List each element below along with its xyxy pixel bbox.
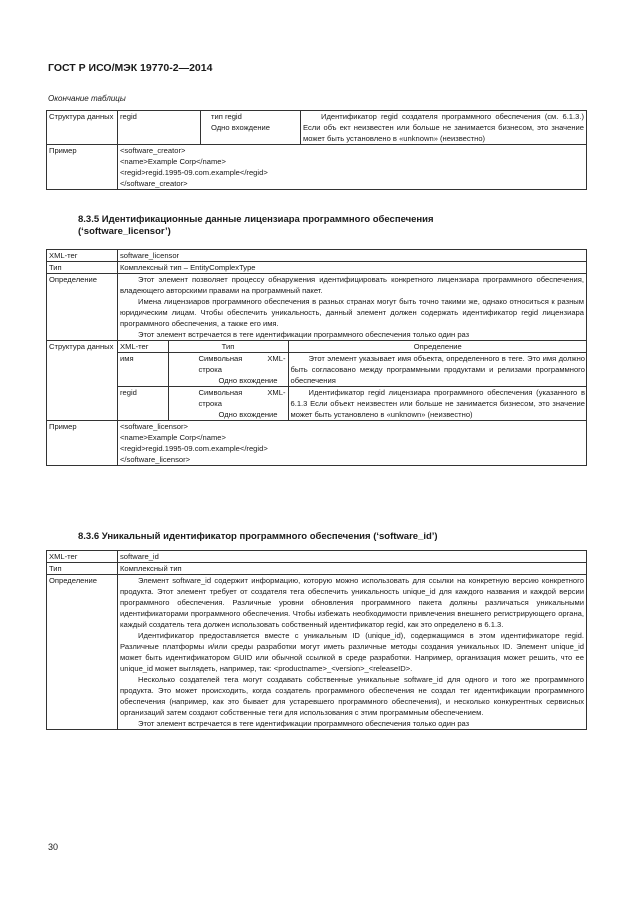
section-title-8-3-5 (78, 214, 434, 238)
row-label: Пример (47, 421, 118, 466)
definition-paragraph: Этот элемент встречается в теге идентификации программного обеспечения только один раз (138, 719, 470, 728)
example-cell (118, 421, 587, 466)
type-cell (168, 387, 288, 421)
definition-cell (118, 274, 587, 341)
definition-paragraph: Идентификатор предоставляется вместе с уникальным ID (unique_id), содержащимся в этом идентификаторе regid. Различные платформы и/или среды разработки могут иметь различные методы создания уникальных ID. Элемент unique_id может быть идентификатором GUID или обычной ссылкой в среде разработки. Например, организация может решить, что ее unique_id может выглядеть, например, так: <productname>_<version>_<releaseID>. (120, 631, 584, 673)
example-cell (118, 145, 587, 190)
table-continuation-caption: Окончание таблицы (48, 94, 126, 103)
definition-paragraph: Этот элемент позволяет процессу обнаружения идентифицировать конкретного лицензиара программного обеспечения, владеющего авторскими правами на программный пакет. (120, 275, 584, 295)
definition-cell: Идентификатор regid создателя программного обеспечения (см. 6.1.3.) Если объ ект неизвестен или больше не занимается бизнесом, это значение может быть установлено в «unknown» (неизвестно) (301, 111, 587, 145)
subtable-header: Определение (288, 341, 587, 353)
definition-paragraph: Имена лицензиаров программного обеспечения в разных странах могут быть точно такими же, однако относиться к разным юридическим лицам. Чтобы обеспечить уникальность, данный элемент должен содержать идентификатор regid лицензиара программного обеспечения, а также его имя. (120, 297, 584, 328)
code-line: <software_licensor> (120, 422, 188, 431)
table-row (47, 551, 587, 563)
section-title-line: 8.3.5 Идентификационные данные лицензиара программного обеспечения (78, 214, 434, 225)
table-row (47, 563, 587, 575)
subtable-header: Тип (168, 341, 288, 353)
occurrence-line: Одно вхождение (218, 376, 278, 385)
section-title-8-3-6: 8.3.6 Уникальный идентификатор программного обеспечения (‘software_id’) (78, 531, 438, 542)
row-label: Структура данных (47, 111, 118, 145)
subtable-header-row (118, 341, 587, 353)
definition-cell (118, 575, 587, 730)
row-label: Тип (47, 262, 118, 274)
table-row (47, 111, 587, 145)
table-row (47, 145, 587, 190)
table-row (47, 250, 587, 262)
xml-tag-cell: имя (118, 353, 168, 387)
type-value: Комплексный тип – EntityComplexType (118, 262, 587, 274)
xml-tag-cell: regid (118, 387, 168, 421)
occurrence-line: Одно вхождение (211, 123, 270, 132)
row-label: Пример (47, 145, 118, 190)
data-structure-cell (118, 341, 587, 421)
type-value: Комплексный тип (118, 563, 587, 575)
occurrence-line: Одно вхождение (218, 410, 278, 419)
table-row (118, 387, 587, 421)
xml-tag-value: software_id (118, 551, 587, 563)
code-line: <regid>regid.1995-09.com.example</regid> (120, 444, 268, 453)
table-row (47, 421, 587, 466)
row-label: Тип (47, 563, 118, 575)
table-row (47, 262, 587, 274)
definition-cell: Идентификатор regid лицензиара программного обеспечения (указанного в 6.1.3 Если объект неизвестен или больше не занимается бизнесом, это значение может быть установлено в «unknown» (неизвестно) (288, 387, 587, 421)
type-line: тип regid (211, 112, 242, 121)
subtable-header: XML-тег (120, 342, 149, 351)
row-label: Структура данных (47, 341, 118, 421)
code-line: </software_licensor> (120, 455, 191, 464)
page-number: 30 (48, 842, 59, 852)
row-label: XML-тег (47, 250, 118, 262)
table-software-creator-end (46, 110, 587, 190)
xml-tag-cell: regid (118, 111, 201, 145)
code-line: <software_creator> (120, 146, 186, 155)
definition-cell: Этот элемент указывает имя объекта, определенного в теге. Это имя должно быть согласовано между программными продуктами и релизами программного обеспечения (288, 353, 587, 387)
type-line: Символьная XML-строка (198, 354, 286, 374)
xml-tag-value: software_licensor (118, 250, 587, 262)
row-label: XML-тег (47, 551, 118, 563)
type-line: Символьная XML-строка (198, 388, 286, 408)
code-line: <name>Example Corp</name> (120, 433, 226, 442)
row-label: Определение (47, 575, 118, 730)
code-line: <name>Example Corp</name> (120, 157, 226, 166)
table-row (47, 274, 587, 341)
table-software-id (46, 550, 587, 730)
type-cell (201, 111, 301, 145)
definition-paragraph: Несколько создателей тега могут создавать собственные уникальные software_id для одного и того же программного продукта. Это может происходить, когда создатель программного обеспечения не создал тег идентификации программного обеспечения (например, как это бывает для устаревшего программного обеспечения), и несколько конкурентных сервисных организаций затем создают собственные теги для использования с этим программным обеспечением. (120, 675, 584, 717)
table-row (47, 341, 587, 421)
document-header: ГОСТ Р ИСО/МЭК 19770-2—2014 (48, 62, 213, 74)
code-line: <regid>regid.1995-09.com.example</regid> (120, 168, 268, 177)
row-label: Определение (47, 274, 118, 341)
definition-paragraph: Элемент software_id содержит информацию, которую можно использовать для ссылки на конкретную версию конкретного продукта. Этот элемент требует от создателя тега обеспечить уникальность unique_id для каждого названия и каждой версии программного обеспечения. Различные уровни обновления программного пакета должны различаться уникальными идентификаторами программного обеспечения. Чтобы избежать необходимости привлечения внешнего регистрирующего органа, каждый создатель тега должен использовать собственный идентификатор regid, как это определено в 6.1.3. (120, 576, 584, 629)
code-line: </software_creator> (120, 179, 188, 188)
table-row (118, 353, 587, 387)
table-software-licensor (46, 249, 587, 466)
type-cell (168, 353, 288, 387)
definition-paragraph: Этот элемент встречается в теге идентификации программного обеспечения только один раз (138, 330, 470, 339)
data-structure-subtable (118, 341, 587, 420)
table-row (47, 575, 587, 730)
section-title-line: (‘software_licensor’) (78, 226, 171, 237)
